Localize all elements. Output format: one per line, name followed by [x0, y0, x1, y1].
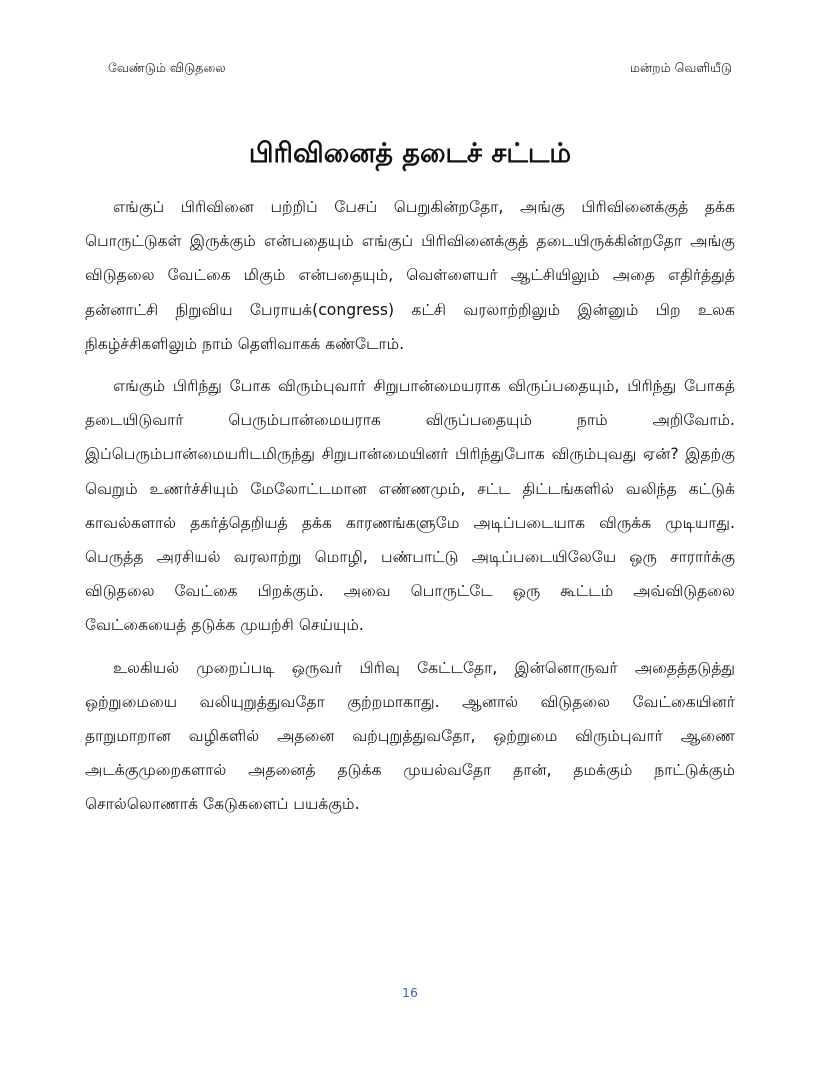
page-number: 16 — [402, 985, 418, 1000]
paragraph-1: எங்குப் பிரிவினை பற்றிப் பேசப் பெறுகின்றதோ, அங்கு பிரிவினைக்குத் தக்க பொருட்டுகள் இருக்கும் என்பதையும் எங்குப் பிரிவினைக்குத் தடையிருக்கின்றதோ அங்கு விடுதலை வேட்கை மிகும் என்பதையும், வெள்ளையர் ஆட்சியிலும் அதை எதிர்த்துத் தன்னாட்சி நிறுவிய பேராயக்(congress) கட்சி வரலாற்றிலும் இன்னும் பிற உலக நிகழ்ச்சிகளிலும் நாம் தெளிவாகக் கண்டோம். — [85, 198, 735, 353]
paragraph-2: எங்கும் பிரிந்து போக விரும்புவார் சிறுபான்மையராக விருப்பதையும், பிரிந்து போகத் தடையிடுவார் பெரும்பான்மையராக விருப்பதையும் நாம் அறிவோம். இப்பெரும்பான்மையரிடமிருந்து சிறுபான்மையினர் பிரிந்துபோக விரும்புவது ஏன்? இதற்கு வெறும் உணர்ச்சியும் மேலோட்டமான எண்ணமும், சட்ட திட்டங்களில் வலிந்த கட்டுக் காவல்களால் தகர்த்தெறியத் தக்க காரணங்களுமே அடிப்படையாக விருக்க முடியாது. பெருத்த அரசியல் வரலாற்று மொழி, பண்பாட்டு அடிப்படையிலேயே ஒரு சாரார்க்கு விடுதலை வேட்கை பிறக்கும். அவை பொருட்டே ஒரு கூட்டம் அவ்விடுதலை வேட்கையைத் தடுக்க முயற்சி செய்யும். — [85, 377, 735, 635]
chapter-title: பிரிவினைத் தடைச் சட்டம் — [248, 138, 572, 169]
header-left-text: வேண்டும் விடுதலை — [108, 60, 226, 75]
paragraph-3: உலகியல் முறைப்படி ஒருவர் பிரிவு கேட்டதோ, இன்னொருவர் அதைத்தடுத்து ஒற்றுமையை வலியுறுத்துவதோ குற்றமாகாது. ஆனால் விடுதலை வேட்கையினர் தாறுமாறான வழிகளில் அதனை வற்புறுத்துவதோ, ஒற்றுமை விரும்புவார் ஆணை அடக்குமுறைகளால் அதனைத் தடுக்க முயல்வதோ தான், தமக்கும் நாட்டுக்கும் சொல்லொணாக் கேடுகளைப் பயக்கும். — [85, 658, 735, 814]
header-right-text: மன்றம் வெளியீடு — [629, 60, 732, 75]
body-text — [85, 190, 735, 830]
running-header — [108, 60, 732, 80]
